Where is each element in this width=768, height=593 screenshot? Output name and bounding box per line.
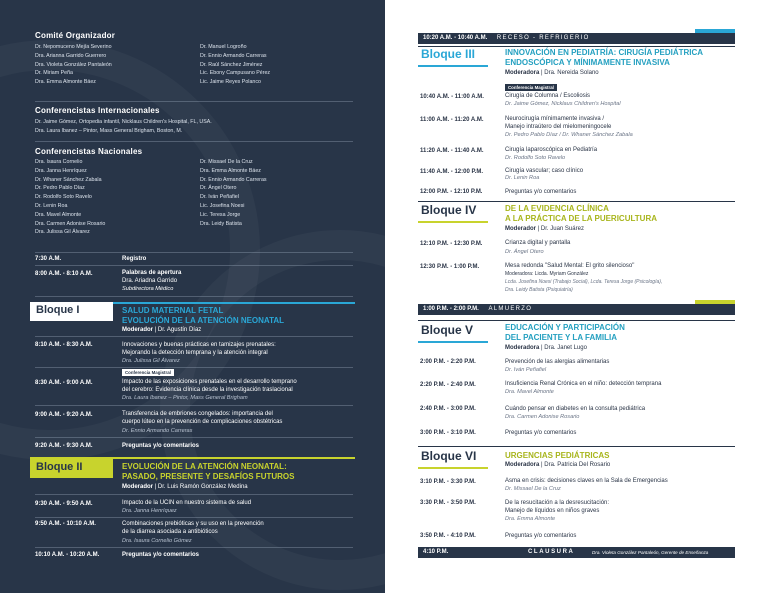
schedule-title: Preguntas y/o comentarios	[505, 430, 577, 436]
national-speaker: Dr. Iván Peñafiel	[200, 194, 239, 201]
schedule-time: 9:00 A.M. - 9:20 A.M.	[35, 412, 93, 418]
schedule-time: 8:30 A.M. - 9:00 A.M.	[35, 380, 93, 386]
lunch-time: 1:00 P.M. - 2:00 P.M.	[423, 306, 479, 312]
schedule-time: 11:00 A.M. - 11:20 A.M.	[420, 117, 484, 123]
schedule-time: 9:50 A.M. - 10:10 A.M.	[35, 521, 96, 527]
closing-label: CLAUSURA	[528, 549, 575, 555]
block-title: INNOVACIÓN EN PEDIATRÍA: CIRUGÍA PEDIÁTRICA	[505, 48, 704, 57]
divider	[35, 265, 353, 266]
schedule-time: 2:20 P.M. - 2:40 P.M.	[420, 382, 476, 388]
national-speaker: Dr. Ennio Armando Carreras	[200, 176, 267, 183]
moderator-line: Moderadora | Dra. Janet Lugo	[505, 345, 587, 351]
schedule-speaker-role: Subdirectora Médico	[122, 286, 174, 292]
schedule-title: Asma en crisis: decisiones claves en la Sala de Emergencias	[505, 478, 668, 484]
international-speaker: Dra. Laura Ibanez – Pintor, Mass General Brigham, Boston, M.	[35, 127, 183, 134]
schedule-title: Combinaciones prebióticas y su uso en la prevención	[122, 521, 264, 527]
organizing-col1	[35, 43, 112, 87]
national-speaker: Dra. Carmen Adonise Rosario	[35, 220, 106, 227]
block-label: Bloque II	[30, 459, 113, 478]
schedule-time: 11:20 A.M. - 11:40 A.M.	[420, 148, 484, 154]
schedule-title: Moderadora: Licda. Myriam González	[505, 271, 589, 277]
national-speaker: Dra. Julissa Gil Álvarez	[35, 229, 90, 236]
schedule-time: 12:30 P.M. - 1:00 P.M.	[420, 264, 480, 270]
committee-member: Dra. Emma Almonte Báez	[35, 79, 96, 86]
schedule-time: 8:00 A.M. - 8:10 A.M.	[35, 271, 93, 277]
international-speaker: Dr. Jaime Gómez, Ortopedia infantil, Nicklaus Children's Hospital, FL, USA.	[35, 119, 212, 125]
accent-tab	[695, 300, 735, 304]
national-speaker: Dra. Janna Henríquez	[35, 167, 87, 174]
keynote-badge: Conferencia Magistral	[505, 84, 557, 91]
schedule-time: 8:10 A.M. - 8:30 A.M.	[35, 342, 93, 348]
lunch-bar	[418, 304, 735, 315]
national-speaker: Dr. Missael De la Cruz	[200, 159, 253, 165]
schedule-title: Palabras de apertura	[122, 270, 182, 276]
divider	[35, 101, 353, 102]
schedule-time: 2:00 P.M. - 2:20 P.M.	[420, 359, 476, 365]
committee-member: Dr. Miriam Peña	[35, 70, 73, 77]
national-speaker: Dra. Mavel Almonte	[35, 211, 82, 218]
moderator-line: Moderador | Dr. Luis Ramón González Medina	[122, 484, 248, 490]
organizing-col2	[200, 43, 270, 87]
moderator-label: Moderador	[122, 327, 154, 333]
national-speaker: Lic. Josefina Noesi	[200, 202, 245, 209]
committee-member: Dr. Nepomuceno Mejía Severino	[35, 44, 112, 50]
committee-member: Dr. Manuel Logroño	[200, 44, 247, 50]
moderator-line: Moderador | Dr. Agustín Díaz	[122, 327, 202, 333]
schedule-title: Preguntas y/o comentarios	[122, 552, 200, 558]
schedule-time: 3:10 P.M. - 3:30 P.M.	[420, 479, 476, 485]
national-title: Conferencistas Nacionales	[35, 147, 143, 156]
schedule-title: Transferencia de embriones congelados: importancia del	[122, 411, 273, 417]
schedule-title: Cirugía laparoscópica en Pediatría	[505, 147, 598, 153]
divider	[35, 517, 353, 518]
break-time: 10:20 A.M. - 10:40 A.M.	[423, 35, 488, 41]
schedule-title: Mesa redonda "Salud Mental: El grito silencioso"	[505, 263, 635, 269]
moderator-line: Moderadora | Dra. Nereida Solano	[505, 70, 599, 76]
block-title: DE LA EVIDENCIA CLÍNICA	[505, 204, 609, 213]
committee-member: Dr. Raúl Sánchez Jiménez	[200, 61, 263, 68]
schedule-title: Manejo de líquidos en niños graves	[505, 508, 600, 514]
moderator-line: Moderador | Dr. Juan Suárez	[505, 226, 584, 232]
accent-tab	[695, 29, 735, 33]
national-speaker: Dr. Rodolfo Soto Ravelo	[35, 194, 92, 201]
schedule-time: 10:10 A.M. - 10:20 A.M.	[35, 552, 100, 558]
right-page	[385, 0, 768, 593]
schedule-speaker: Dra. Emma Almonte	[505, 516, 556, 522]
international-title: Conferencistas Internacionales	[35, 106, 160, 115]
schedule-time: 7:30 A.M.	[35, 256, 62, 262]
block-label: Bloque IV	[421, 203, 477, 217]
schedule-speaker: Lcda. Josefina Noesi (Trabajo Social), Lcda. Teresa Jorge (Psicología),	[505, 279, 663, 285]
schedule-time: 10:40 A.M. - 11:00 A.M.	[420, 94, 484, 100]
organizing-title: Comité Organizador	[35, 31, 116, 40]
schedule-speaker: Dr. Missael De la Cruz	[505, 486, 561, 492]
schedule-title: Prevención de las alergias alimentarias	[505, 359, 610, 365]
block-underline	[418, 467, 488, 469]
moderator-label: Moderadora	[505, 345, 540, 351]
schedule-title: Cuándo pensar en diabetes en la consulta pediátrica	[505, 406, 646, 412]
national-speaker: Lic. Teresa Jorge	[200, 211, 241, 218]
schedule-title: De la resucitación a la desresucitación:	[505, 500, 610, 506]
divider	[35, 437, 353, 438]
block-title: URGENCIAS PEDIÁTRICAS	[505, 451, 610, 460]
divider	[35, 141, 353, 142]
national-col1	[35, 158, 105, 237]
schedule-speaker: Dra. Leidy Batista (Psiquiatría)	[505, 287, 573, 293]
block-title: PASADO, PRESENTE Y DESAFÍOS FUTUROS	[122, 472, 295, 481]
keynote-badge: Conferencia Magistral	[122, 369, 174, 376]
committee-member: Dra. Violeta González Pantaleón	[35, 61, 112, 68]
schedule-title: Preguntas y/o comentarios	[505, 189, 577, 195]
national-col2	[200, 158, 267, 228]
schedule-time: 9:20 A.M. - 9:30 A.M.	[35, 443, 93, 449]
international-list	[35, 118, 212, 136]
schedule-title: Manejo intraútero del mielomeningocele	[505, 124, 612, 130]
divider	[35, 336, 353, 337]
schedule-time: 12:00 P.M. - 12:10 P.M.	[420, 189, 483, 195]
national-speaker: Dr. Pedro Pablo Díaz	[35, 185, 85, 192]
national-speaker: Dra. Isaura Cornelio	[35, 159, 83, 165]
schedule-title: Crianza digital y pantalla	[505, 240, 571, 246]
schedule-speaker: Dra. Janna Henríquez	[122, 508, 177, 514]
schedule-time: 3:50 P.M. - 4:10 P.M.	[420, 533, 476, 539]
moderator-name: Dra. Janet Lugo	[544, 345, 587, 351]
block-underline	[418, 341, 488, 343]
schedule-speaker: Dr. Pedro Pablo Díaz / Dr. Whaner Sánchez Zabala	[505, 132, 633, 138]
block-label: Bloque III	[421, 47, 475, 61]
block-title: SALUD MATERNAL FETAL	[122, 306, 224, 315]
schedule-title: Mejorando la detección temprana y la atención integral	[122, 350, 268, 356]
schedule-speaker: Dr. Rodolfo Soto Ravelo	[505, 155, 566, 161]
schedule-speaker: Dr. Ennio Armando Carreras	[122, 428, 193, 434]
moderator-label: Moderador	[122, 484, 154, 490]
schedule-title: Impacto de las exposiciones prenatales en el desarrollo temprano	[122, 379, 297, 385]
divider	[35, 252, 353, 253]
schedule-speaker: Dra. Ariadna Garrido	[122, 278, 178, 284]
block-underline	[418, 221, 488, 223]
schedule-title: Insuficiencia Renal Crónica en el niño: detección temprana	[505, 381, 662, 387]
moderator-name: Dra. Nereida Solano	[544, 70, 599, 76]
block-title: ENDOSCÓPICA Y MÍNIMAMENTE INVASIVA	[505, 58, 670, 67]
divider	[35, 547, 353, 548]
schedule-title: del cerebro: Evidencia clínica desde la investigación traslacional	[122, 387, 293, 393]
committee-member: Dra. Arianna Garrido Guerrero	[35, 52, 107, 59]
divider	[35, 494, 353, 495]
block-title: EVOLUCIÓN DE LA ATENCIÓN NEONATAL:	[122, 462, 287, 471]
schedule-speaker: Dra. Julissa Gil Álvarez	[122, 358, 180, 364]
divider	[35, 405, 353, 406]
committee-member: Lic. Jaime Reyes Polanco	[200, 79, 261, 86]
schedule-title: Neurocirugía mínimamente invasiva /	[505, 116, 605, 122]
moderator-name: Dr. Juan Suárez	[540, 226, 584, 232]
schedule-title: de la diarrea asociada a antibióticos	[122, 529, 218, 535]
schedule-time: 2:40 P.M. - 3:00 P.M.	[420, 406, 476, 412]
moderator-line: Moderadora | Dra. Patricia Del Rosario	[505, 462, 611, 468]
block-title: A LA PRÁCTICA DE LA PUERICULTURA	[505, 214, 657, 223]
schedule-speaker: Dr. Iván Peñafiel	[505, 367, 547, 373]
block-title: EVOLUCIÓN DE LA ATENCIÓN NEONATAL	[122, 316, 285, 325]
schedule-speaker: Dra. Carmen Adonise Rosario	[505, 414, 580, 420]
schedule-title: Cirugía vascular; caso clínico	[505, 168, 584, 174]
committee-member: Lic. Ebony Campusano Pérez	[200, 70, 271, 77]
schedule-time: 12:10 P.M. - 12:30 P.M.	[420, 241, 483, 247]
schedule-title: cuerpo lúteo en la prevención de complicaciones obstétricas	[122, 419, 283, 425]
schedule-speaker: Dra. Isaura Cornelio Gómez	[122, 538, 192, 544]
break-bar	[418, 33, 735, 44]
national-speaker: Dra. Emma Almonte Báez	[200, 167, 261, 174]
schedule-time: 3:30 P.M. - 3:50 P.M.	[420, 500, 476, 506]
block-label: Bloque VI	[421, 449, 477, 463]
schedule-speaker: Dr. Lenin Roa	[505, 175, 540, 181]
divider	[35, 367, 353, 368]
schedule-title: Registro	[122, 256, 147, 262]
closing-bar	[418, 547, 735, 558]
schedule-title: Impacto de la UCIN en nuestro sistema de salud	[122, 500, 252, 506]
schedule-title: Cirugía de Columna / Escoliosis	[505, 93, 591, 99]
moderator-label: Moderadora	[505, 462, 540, 468]
moderator-name: Dr. Luis Ramón González Medina	[157, 484, 248, 490]
closing-speaker: Dra. Violeta González Pantaleón, Gerente de Enseñanza	[592, 550, 709, 555]
schedule-time: 3:00 P.M. - 3:10 P.M.	[420, 430, 476, 436]
moderator-name: Dr. Agustín Díaz	[157, 327, 202, 333]
schedule-title: Preguntas y/o comentarios	[122, 443, 200, 449]
schedule-speaker: Dra. Laura Ibanez – Pintor, Mass General Brigham	[122, 395, 248, 401]
schedule-speaker: Dr. Jaime Gómez, Nicklaus Children's Hospital	[505, 101, 621, 107]
national-speaker: Dr. Whaner Sánchez Zabala	[35, 176, 102, 183]
committee-member: Dr. Ennio Armando Carreras	[200, 52, 267, 59]
national-speaker: Dr. Lenin Roa	[35, 202, 68, 209]
schedule-time: 9:30 A.M. - 9:50 A.M.	[35, 501, 93, 507]
lunch-label: ALMUERZO	[488, 306, 533, 312]
moderator-name: Dra. Patricia Del Rosario	[544, 462, 611, 468]
break-label: RECESO - REFRIGERIO	[496, 35, 590, 41]
schedule-time: 11:40 A.M. - 12:00 P.M.	[420, 169, 484, 175]
block-title: EDUCACIÓN Y PARTICIPACIÓN	[505, 323, 625, 332]
national-speaker: Dra. Leidy Batista	[200, 220, 242, 227]
moderator-label: Moderadora	[505, 70, 540, 76]
national-speaker: Dr. Ángel Otero	[200, 185, 237, 192]
block-title: DEL PACIENTE Y LA FAMILIA	[505, 333, 618, 342]
block-label: Bloque I	[30, 302, 113, 321]
divider	[35, 296, 353, 297]
block-underline	[418, 65, 488, 67]
closing-time: 4:10 P.M.	[423, 549, 449, 555]
block-label: Bloque V	[421, 323, 474, 337]
schedule-title: Innovaciones y buenas prácticas en tamizajes prenatales:	[122, 342, 276, 348]
moderator-label: Moderador	[505, 226, 537, 232]
schedule-title: Preguntas y/o comentarios	[505, 533, 577, 539]
schedule-speaker: Dra. Mavel Almonte	[505, 389, 554, 395]
schedule-speaker: Dr. Ángel Otero	[505, 249, 544, 255]
